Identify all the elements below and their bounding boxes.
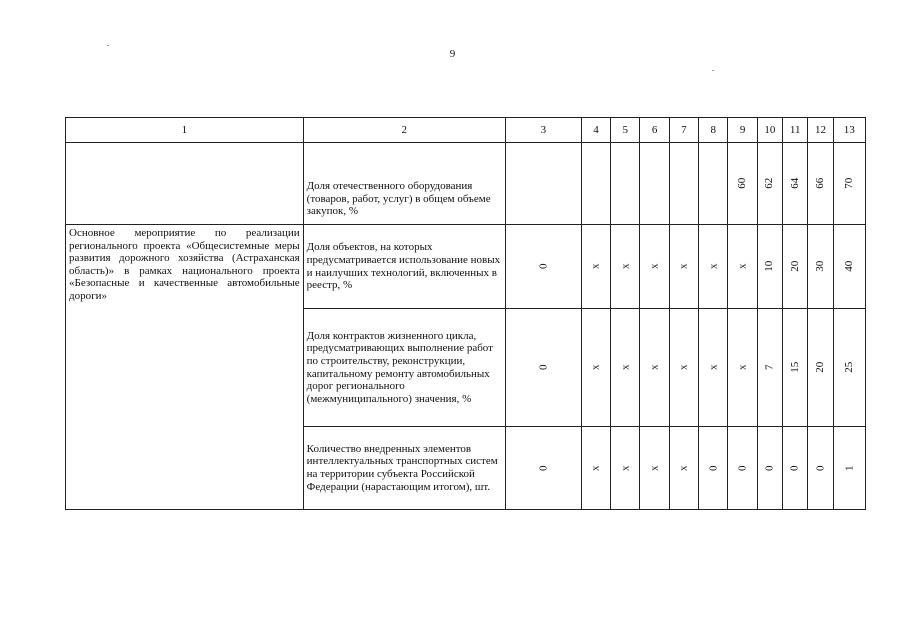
value-cell: 64 [783, 143, 808, 225]
header-cell: 8 [699, 118, 728, 143]
header-cell: 11 [783, 118, 808, 143]
value-cell: 20 [783, 225, 808, 309]
value-cell: x [611, 427, 640, 510]
value-cell [611, 143, 640, 225]
header-cell: 10 [757, 118, 782, 143]
value-cell: x [581, 427, 610, 510]
indicator-cell: Доля объектов, на которых предусматривается использование новых и наилучших технологий, включенных в реестр, % [303, 225, 505, 309]
value-cell: x [640, 309, 669, 427]
header-cell: 7 [669, 118, 698, 143]
value-cell: 10 [757, 225, 782, 309]
value-cell: x [699, 309, 728, 427]
value-cell: 20 [808, 309, 833, 427]
value-cell: 0 [808, 427, 833, 510]
value-cell: x [669, 225, 698, 309]
value-cell: x [611, 225, 640, 309]
value-cell: 66 [808, 143, 833, 225]
indicators-table [65, 117, 866, 510]
value-cell: 0 [505, 225, 581, 309]
header-cell: 12 [808, 118, 833, 143]
empty-activity-cell [66, 143, 304, 225]
header-row [66, 118, 866, 143]
value-cell [581, 143, 610, 225]
value-cell: x [640, 225, 669, 309]
value-cell: 0 [505, 309, 581, 427]
value-cell: x [728, 309, 757, 427]
page-number: 9 [449, 48, 456, 60]
value-cell: x [640, 427, 669, 510]
value-cell [699, 143, 728, 225]
value-cell: x [699, 225, 728, 309]
value-cell: x [728, 225, 757, 309]
header-cell: 5 [611, 118, 640, 143]
value-cell: x [611, 309, 640, 427]
header-cell: 13 [833, 118, 865, 143]
value-cell: 25 [833, 309, 865, 427]
value-cell: x [581, 225, 610, 309]
value-cell: x [669, 309, 698, 427]
value-cell: 30 [808, 225, 833, 309]
table-row [66, 225, 866, 309]
indicator-cell: Доля контрактов жизненного цикла, предусматривающих выполнение работ по строительству, реконструкции, капитальному ремонту автомобильных дорог регионального (межмуниципального) значения, % [303, 309, 505, 427]
value-cell: 70 [833, 143, 865, 225]
value-cell: 0 [699, 427, 728, 510]
value-cell: 0 [728, 427, 757, 510]
value-cell: 0 [757, 427, 782, 510]
value-cell: 40 [833, 225, 865, 309]
value-cell [640, 143, 669, 225]
header-cell: 9 [728, 118, 757, 143]
scan-speck [107, 45, 109, 46]
table-row [66, 143, 866, 225]
indicator-cell: Доля отечественного оборудования (товаров, работ, услуг) в общем объеме закупок, % [303, 143, 505, 225]
value-cell: 1 [833, 427, 865, 510]
indicator-cell: Количество внедренных элементов интеллектуальных транспортных систем на территории субъекта Российской Федерации (нарастающим итогом), шт. [303, 427, 505, 510]
value-cell: 62 [757, 143, 782, 225]
value-cell: 7 [757, 309, 782, 427]
value-cell: 0 [783, 427, 808, 510]
value-cell [669, 143, 698, 225]
header-cell: 2 [303, 118, 505, 143]
header-cell: 4 [581, 118, 610, 143]
header-cell: 3 [505, 118, 581, 143]
value-cell: x [669, 427, 698, 510]
value-cell: 60 [728, 143, 757, 225]
header-cell: 1 [66, 118, 304, 143]
value-cell: x [581, 309, 610, 427]
value-cell [505, 143, 581, 225]
value-cell: 0 [505, 427, 581, 510]
main-activity-cell: Основное мероприятие по реализации регионального проекта «Общесистемные меры развития дорожного хозяйства (Астраханская область)» в рамках национального проекта «Безопасные и качественные автомобильные дороги» [66, 225, 304, 510]
header-cell: 6 [640, 118, 669, 143]
value-cell: 15 [783, 309, 808, 427]
scan-speck [712, 70, 714, 71]
